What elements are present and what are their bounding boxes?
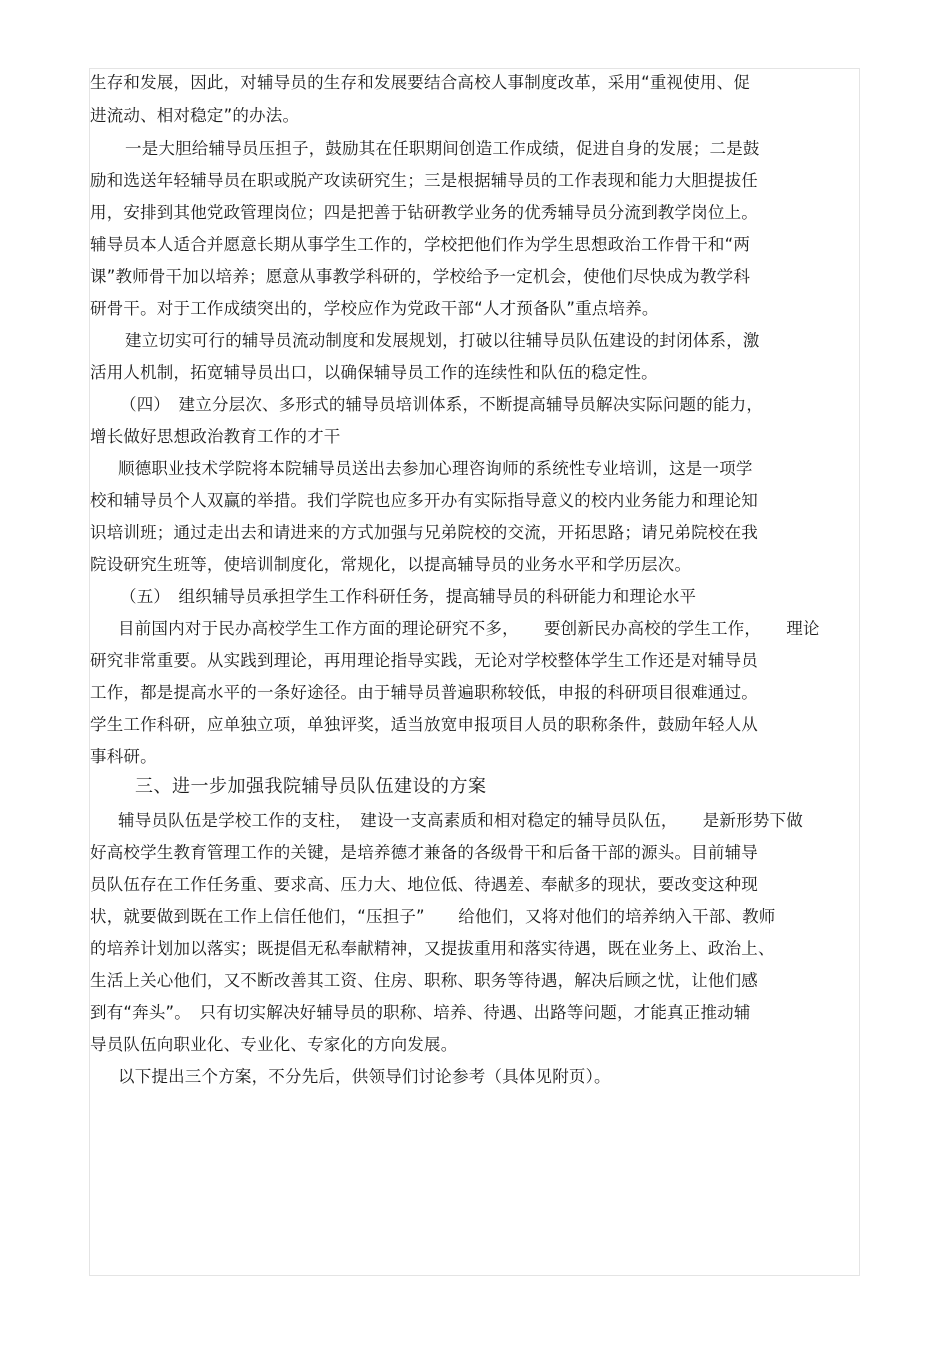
paragraph-first-line: 辅导员队伍是学校工作的支柱， 建设一支高素质和相对稳定的辅导员队伍， 是新形势下做 xyxy=(118,811,803,830)
body-text-line: 员队伍存在工作任务重、要求高、压力大、地位低、待遇差、奉献多的现状，要改变这种现 xyxy=(90,875,758,894)
body-text-line: 的培养计划加以落实；既提倡无私奉献精神，又提拔重用和落实待遇，既在业务上、政治上、 xyxy=(90,939,775,958)
body-text-line: 识培训班；通过走出去和请进来的方式加强与兄弟院校的交流，开拓思路；请兄弟院校在我 xyxy=(90,523,758,542)
body-text-line: 活用人机制，拓宽辅导员出口，以确保辅导员工作的连续性和队伍的稳定性。 xyxy=(90,363,658,382)
body-text-line: 导员队伍向职业化、专业化、专家化的方向发展。 xyxy=(90,1035,458,1054)
body-text-line: 增长做好思想政治教育工作的才干 xyxy=(90,427,341,446)
body-text-line: 辅导员本人适合并愿意长期从事学生工作的，学校把他们作为学生思想政治工作骨干和“两 xyxy=(90,235,751,254)
body-text-line: 生活上关心他们，又不断改善其工资、住房、职称、职务等待遇，解决后顾之忧，让他们感 xyxy=(90,971,758,990)
paragraph-first-line: 建立切实可行的辅导员流动制度和发展规划，打破以往辅导员队伍建设的封闭体系，激 xyxy=(125,331,760,350)
body-text-line: 到有“奔头”。 只有切实解决好辅导员的职称、培养、待遇、出路等问题，才能真正推动辅 xyxy=(90,1003,751,1022)
body-text-line: 课”教师骨干加以培养；愿意从事教学科研的，学校给予一定机会，使他们尽快成为教学科 xyxy=(90,267,751,286)
subsection-heading: （五） 组织辅导员承担学生工作科研任务，提高辅导员的科研能力和理论水平 xyxy=(120,587,697,606)
section-heading: 三、进一步加强我院辅导员队伍建设的方案 xyxy=(135,776,487,797)
body-text-line: 状，就要做到既在工作上信任他们，“压担子” 给他们，又将对他们的培养纳入干部、教师 xyxy=(90,907,776,926)
body-text-line: 研骨干。对于工作成绩突出的，学校应作为党政干部“人才预备队”重点培养。 xyxy=(90,299,659,318)
body-text-line: 用，安排到其他党政管理岗位；四是把善于钻研教学业务的优秀辅导员分流到教学岗位上。 xyxy=(90,203,758,222)
paragraph-first-line: 一是大胆给辅导员压担子，鼓励其在任职期间创造工作成绩，促进自身的发展；二是鼓 xyxy=(125,139,760,158)
paragraph-first-line: 以下提出三个方案，不分先后，供领导们讨论参考（具体见附页）。 xyxy=(118,1067,611,1086)
body-text-line: 进流动、相对稳定”的办法。 xyxy=(90,106,300,125)
body-text-line: 校和辅导员个人双赢的举措。我们学院也应多开办有实际指导意义的校内业务能力和理论知 xyxy=(90,491,758,510)
paragraph-first-line: 目前国内对于民办高校学生工作方面的理论研究不多， 要创新民办高校的学生工作， 理论 xyxy=(118,619,820,638)
paragraph-first-line: 顺德职业技术学院将本院辅导员送出去参加心理咨询师的系统性专业培训，这是一项学 xyxy=(118,459,753,478)
body-text-line: 工作，都是提高水平的一条好途径。由于辅导员普遍职称较低，申报的科研项目很难通过。 xyxy=(90,683,758,702)
body-text-line: 学生工作科研，应单独立项，单独评奖，适当放宽申报项目人员的职称条件，鼓励年轻人从 xyxy=(90,715,758,734)
body-text-line: 励和选送年轻辅导员在职或脱产攻读研究生；三是根据辅导员的工作表现和能力大胆提拔任 xyxy=(90,171,758,190)
body-text-line: 院设研究生班等，使培训制度化，常规化，以提高辅导员的业务水平和学历层次。 xyxy=(90,555,692,574)
body-text-line: 生存和发展，因此，对辅导员的生存和发展要结合高校人事制度改革，采用“重视使用、促 xyxy=(90,73,751,92)
body-text-line: 好高校学生教育管理工作的关键，是培养德才兼备的各级骨干和后备干部的源头。目前辅导 xyxy=(90,843,758,862)
body-text-line: 研究非常重要。从实践到理论，再用理论指导实践，无论对学校整体学生工作还是对辅导员 xyxy=(90,651,758,670)
body-text-line: 事科研。 xyxy=(90,747,157,766)
subsection-heading: （四） 建立分层次、多形式的辅导员培训体系，不断提高辅导员解决实际问题的能力， xyxy=(120,395,764,414)
